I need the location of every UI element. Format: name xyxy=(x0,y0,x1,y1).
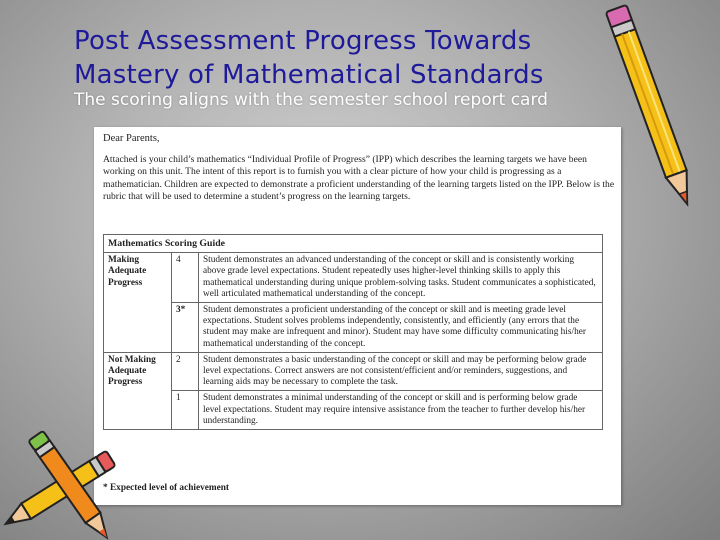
expected-level-footnote: * Expected level of achievement xyxy=(103,483,229,493)
table-row xyxy=(104,391,603,430)
table-row xyxy=(104,352,603,391)
score-description: Student demonstrates a proficient understanding of the concept or skill and is meeting grade level expectations. Student solves problems independently, consistently, and efficiently (any errors that the student may make are infrequent and minor). Student may have some difficulty communicating his/her mathematical understanding of the concept. xyxy=(199,303,603,353)
scoring-guide-heading: Mathematics Scoring Guide xyxy=(104,235,603,253)
score-cell: 1 xyxy=(172,391,199,430)
scoring-guide-table xyxy=(103,234,603,430)
pencils-icon xyxy=(0,430,130,540)
pencil-icon xyxy=(598,0,708,220)
score-cell: 4 xyxy=(172,253,199,303)
score-cell: 3* xyxy=(172,303,199,353)
letter-intro: Attached is your child’s mathematics “Individual Profile of Progress” (IPP) which describes the learning targets we have been working on this unit. The intent of this report is to furnish you with a clear picture of how your child is progressing as a mathematician. Children are expected to demonstrate a proficient understanding of the learning targets listed on the IPP. Below is the rubric that will be used to determine a student’s progress on the learning targets. xyxy=(103,154,615,203)
parent-letter-document xyxy=(94,127,621,505)
slide-subtitle: The scoring aligns with the semester school report card xyxy=(74,90,548,110)
slide-title-line-1: Post Assessment Progress Towards xyxy=(74,26,532,56)
category-making-progress: Making Adequate Progress xyxy=(104,253,172,353)
score-cell: 2 xyxy=(172,352,199,391)
table-row xyxy=(104,303,603,353)
slide-title xyxy=(74,24,544,92)
slide-title-line-2: Mastery of Mathematical Standards xyxy=(74,60,544,90)
score-description: Student demonstrates a minimal understanding of the concept or skill and is performing below grade level expectations. Student may require intensive assistance from the teacher to further develop his/her understanding. xyxy=(199,391,603,430)
letter-greeting: Dear Parents, xyxy=(103,133,160,144)
category-not-making-progress: Not Making Adequate Progress xyxy=(104,352,172,429)
scoring-guide-header-row xyxy=(104,235,603,253)
score-description: Student demonstrates an advanced understanding of the concept or skill and is consistently working above grade level expectations. Student repeatedly uses higher-level thinking skills to apply this mathematical understanding during unique problem-solving tasks. Student communicates a sophisticated, well articulated mathematical understanding of the concept. xyxy=(199,253,603,303)
score-description: Student demonstrates a basic understanding of the concept or skill and may be performing below grade level expectations. Correct answers are not consistent/efficient and/or reminders, suggestions, and learning aids may be necessary to complete the task. xyxy=(199,352,603,391)
table-row xyxy=(104,253,603,303)
